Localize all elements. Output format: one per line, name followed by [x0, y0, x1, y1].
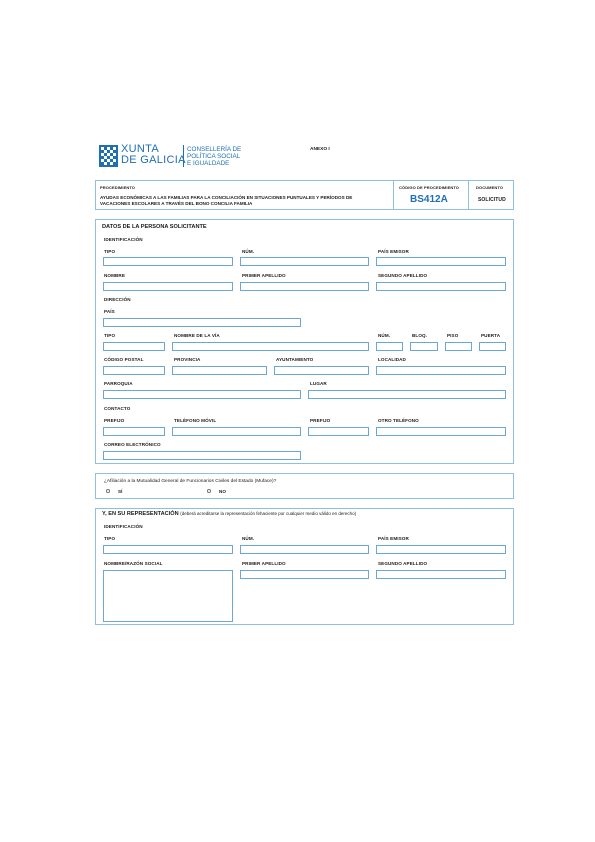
document-type: SOLICITUD	[478, 197, 506, 203]
telefono-movil-field[interactable]	[172, 427, 301, 436]
representative-title-text: Y, EN SU REPRESENTACIÓN	[102, 511, 179, 517]
procedure-label: PROCEDIMIENTO	[100, 185, 136, 190]
ayuntamiento-field[interactable]	[274, 366, 369, 375]
procedure-title-2: VACACIONES ESCOLARES A TRAVÉS DEL BONO CONCILIA FAMILIA	[100, 201, 253, 206]
rep-num-field[interactable]	[240, 545, 369, 554]
lugar-label: LUGAR	[310, 381, 327, 386]
tipo-via-field[interactable]	[103, 342, 165, 351]
codigo-postal-field[interactable]	[103, 366, 165, 375]
muface-no-label: NO	[219, 489, 226, 494]
prefijo2-field[interactable]	[308, 427, 369, 436]
primer-apellido-field[interactable]	[240, 282, 369, 291]
muface-no-radio[interactable]	[207, 489, 211, 493]
correo-field[interactable]	[103, 451, 301, 460]
muface-question: ¿Afiliación a la Mutualidad General de Funcionarios Civiles del Estado (Muface)?	[104, 479, 277, 484]
otro-telefono-label: OTRO TELÉFONO	[378, 418, 419, 423]
rep-primer-apellido-field[interactable]	[240, 570, 369, 579]
muface-section	[95, 473, 514, 499]
contacto-label: CONTACTO	[104, 406, 131, 411]
rep-identificacion-label: IDENTIFICACIÓN	[104, 524, 143, 529]
code-label: CÓDIGO DE PROCEDIMIENTO	[399, 185, 460, 190]
conselleria-name: CONSELLERÍA DE POLÍTICA SOCIAL E IGUALDADE	[187, 146, 242, 167]
rep-tipo-field[interactable]	[103, 545, 233, 554]
rep-nombre-label: NOMBRE/RAZÓN SOCIAL	[104, 561, 163, 566]
tipo-label: TIPO	[104, 249, 116, 254]
parroquia-label: PARROQUIA	[104, 381, 133, 386]
header-divider-2	[468, 180, 469, 210]
xunta-emblem-icon	[99, 145, 118, 167]
identificacion-label: IDENTIFICACIÓN	[104, 237, 143, 242]
muface-yes-radio[interactable]	[106, 489, 110, 493]
rep-primer-apellido-label: PRIMER APELLIDO	[242, 561, 286, 566]
bloq-field[interactable]	[410, 342, 438, 351]
pais-emisor-field[interactable]	[376, 257, 506, 266]
bloq-label: BLOQ.	[412, 333, 428, 338]
muface-yes-label: SÍ	[118, 489, 123, 494]
procedure-title-1: AYUDAS ECONÓMICAS A LAS FAMILIAS PARA LA CONCILIACIÓN EN SITUACIONES PUNTUALES Y PERÍODOS DE	[100, 195, 353, 200]
document-label: DOCUMENTO	[476, 185, 504, 190]
rep-tipo-label: TIPO	[104, 536, 116, 541]
annex-label: ANEXO I	[310, 147, 330, 152]
rep-pais-emisor-field[interactable]	[376, 545, 506, 554]
piso-label: PISO	[447, 333, 459, 338]
pais-emisor-label: PAÍS EMISOR	[378, 249, 409, 254]
codigo-postal-label: CÓDIGO POSTAL	[104, 357, 144, 362]
rep-pais-emisor-label: PAÍS EMISOR	[378, 536, 409, 541]
prefijo-field[interactable]	[103, 427, 165, 436]
rep-nombre-field[interactable]	[103, 570, 233, 622]
localidad-label: LOCALIDAD	[378, 357, 406, 362]
nombre-via-label: NOMBRE DE LA VÍA	[174, 333, 220, 338]
representative-note: (deberá acreditarse la representación fehaciente por cualquier medio válido en derecho)	[180, 511, 357, 516]
nombre-field[interactable]	[103, 282, 233, 291]
piso-field[interactable]	[445, 342, 472, 351]
rep-segundo-apellido-field[interactable]	[376, 570, 506, 579]
localidad-field[interactable]	[376, 366, 506, 375]
nombre-label: NOMBRE	[104, 273, 126, 278]
xunta-name: XUNTA DE GALICIA	[121, 143, 186, 166]
header-divider-1	[393, 180, 394, 210]
procedure-code: BS412A	[410, 194, 448, 205]
parroquia-field[interactable]	[103, 390, 301, 399]
lugar-field[interactable]	[308, 390, 506, 399]
pais-field[interactable]	[103, 318, 301, 327]
nombre-via-field[interactable]	[172, 342, 369, 351]
num-label: NÚM.	[242, 249, 255, 254]
telefono-movil-label: TELÉFONO MÓVIL	[174, 418, 217, 423]
correo-label: CORREO ELECTRÓNICO	[104, 442, 161, 447]
prefijo-label: PREFIJO	[104, 418, 125, 423]
otro-telefono-field[interactable]	[376, 427, 506, 436]
provincia-label: PROVINCIA	[174, 357, 201, 362]
rep-segundo-apellido-label: SEGUNDO APELLIDO	[378, 561, 428, 566]
direccion-label: DIRECCIÓN	[104, 297, 131, 302]
segundo-apellido-field[interactable]	[376, 282, 506, 291]
num-field[interactable]	[240, 257, 369, 266]
rep-num-label: NÚM.	[242, 536, 255, 541]
num-via-label: NÚM.	[378, 333, 391, 338]
tipo-field[interactable]	[103, 257, 233, 266]
xunta-logo	[99, 145, 249, 169]
primer-apellido-label: PRIMER APELLIDO	[242, 273, 286, 278]
tipo-via-label: TIPO	[104, 333, 116, 338]
applicant-title: DATOS DE LA PERSONA SOLICITANTE	[102, 224, 207, 230]
puerta-field[interactable]	[479, 342, 506, 351]
puerta-label: PUERTA	[481, 333, 501, 338]
provincia-field[interactable]	[172, 366, 267, 375]
representative-title	[102, 511, 356, 517]
logo-divider	[183, 145, 184, 167]
num-via-field[interactable]	[376, 342, 403, 351]
prefijo2-label: PREFIJO	[310, 418, 331, 423]
ayuntamiento-label: AYUNTAMIENTO	[276, 357, 314, 362]
pais-label: PAÍS	[104, 309, 115, 314]
segundo-apellido-label: SEGUNDO APELLIDO	[378, 273, 428, 278]
